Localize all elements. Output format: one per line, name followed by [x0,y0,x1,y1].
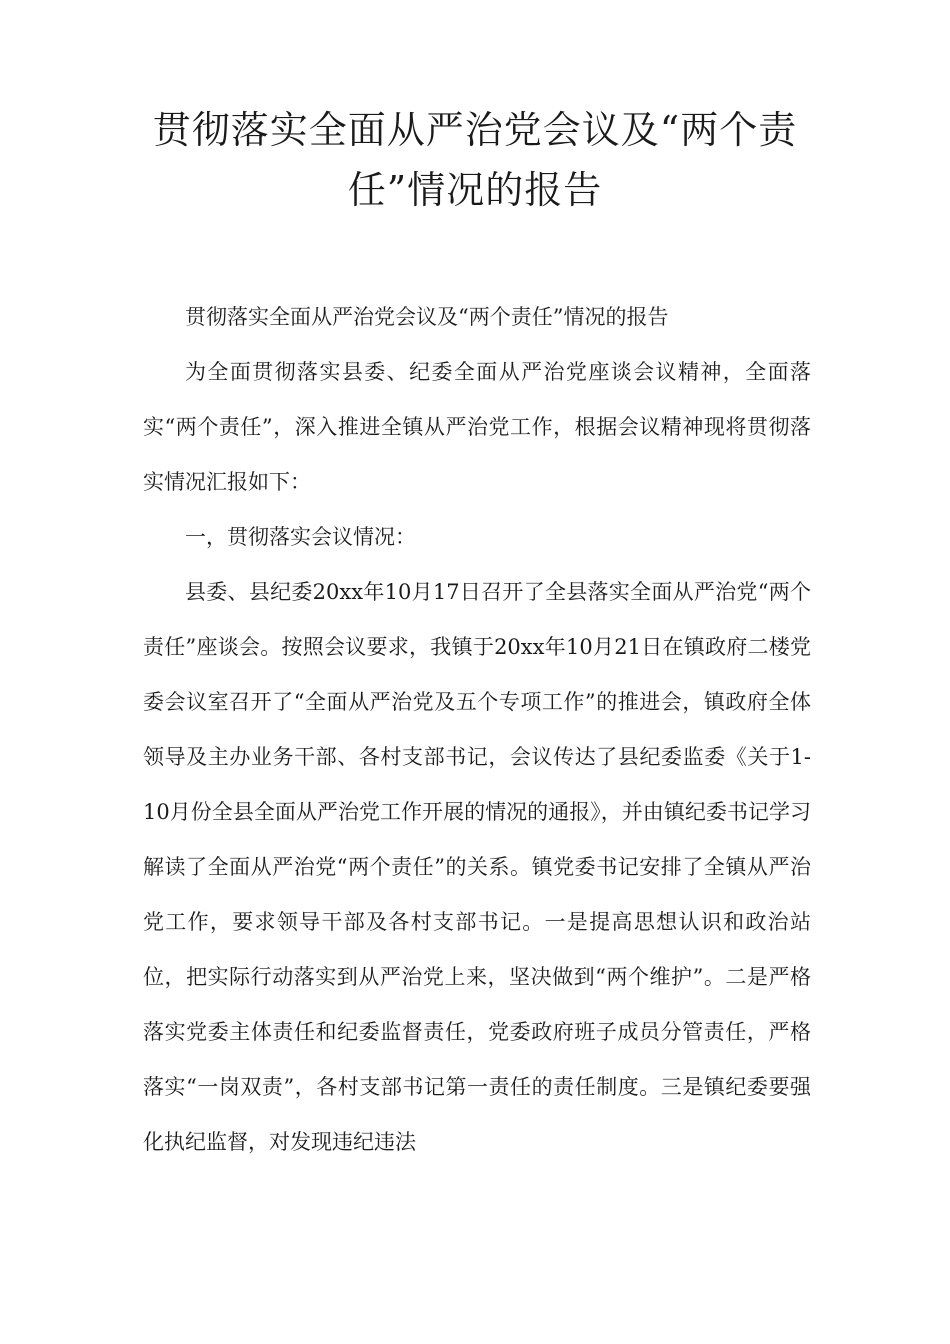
document-body [143,290,811,1170]
paragraph-repeat-title: 贯彻落实全面从严治党会议及“两个责任”情况的报告 [185,305,669,329]
paragraph-meeting-details: 县委、县纪委20xx年10月17日召开了全县落实全面从严治党“两个责任”座谈会。按照会议要求，我镇于20xx年10月21日在镇政府二楼党委会议室召开了“全面从严治党及五个专项工作”的推进会，镇政府全体领导及主办业务干部、各村支部书记，会议传达了县纪委监委《关于1-10月份全县全面从严治党工作开展的情况的通报》，并由镇纪委书记学习解读了全面从严治党“两个责任”的关系。镇党委书记安排了全镇从严治党工作，要求领导干部及各村支部书记。一是提高思想认识和政治站位，把实际行动落实到从严治党上来，坚决做到“两个维护”。二是严格落实党委主体责任和纪委监督责任，党委政府班子成员分管责任，严格落实“一岗双责”，各村支部书记第一责任的责任制度。三是镇纪委要强化执纪监督，对发现违纪违法 [143,580,811,1154]
paragraph-section-heading: 一，贯彻落实会议情况： [185,525,416,549]
paragraph-intro: 为全面贯彻落实县委、纪委全面从严治党座谈会议精神，全面落实“两个责任”，深入推进全镇从严治党工作，根据会议精神现将贯彻落实情况汇报如下： [143,360,811,494]
document-title: 贯彻落实全面从严治党会议及“两个责任”情况的报告 [152,108,798,212]
